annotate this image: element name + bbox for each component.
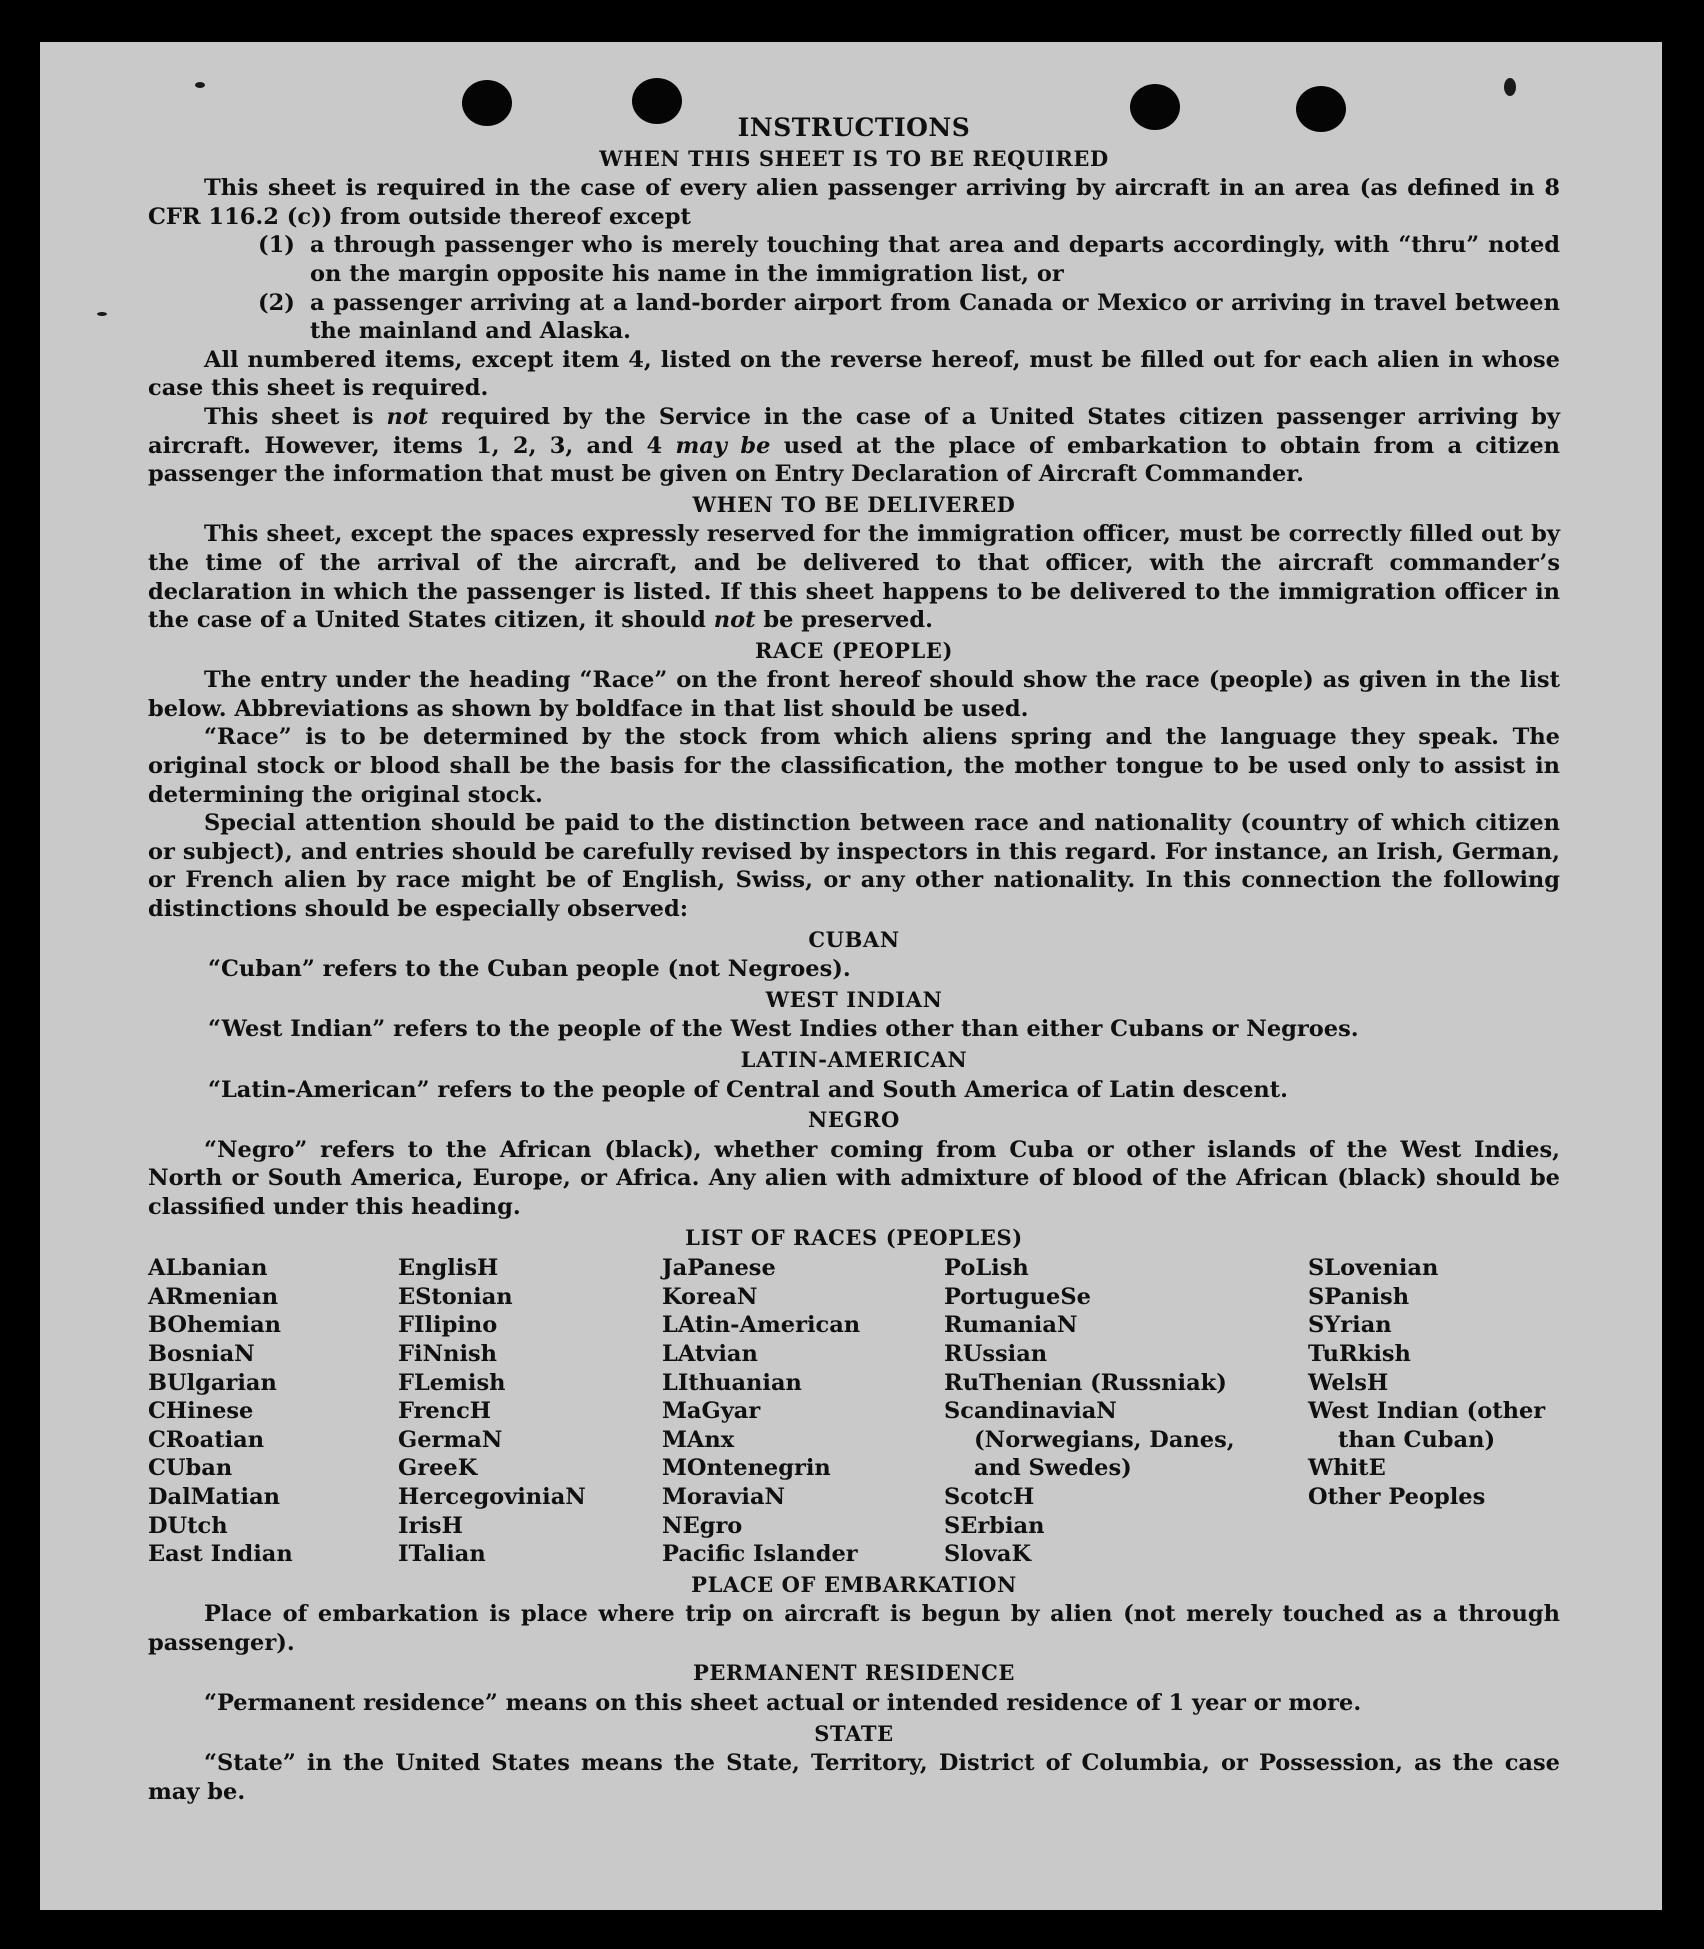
- race-item: CHinese: [148, 1398, 254, 1425]
- race-item: RuThenian (Russniak): [944, 1369, 1227, 1396]
- definition-state: “State” in the United States means the State, Territory, District of Columbia, or Possession, as the case may be.: [148, 1750, 1560, 1805]
- list-item: (2) a passenger arriving at a land-border airport from Canada or Mexico or arriving in travel between the mainland and Alaska.: [258, 289, 1560, 345]
- race-item: LAtin-American: [662, 1312, 861, 1339]
- races-column: [1308, 1254, 1560, 1569]
- races-column: [398, 1254, 662, 1569]
- definition-embarkation: Place of embarkation is place where trip on aircraft is begun by alien (not merely touched as a through passenger).: [148, 1601, 1560, 1656]
- race-item: SErbian: [944, 1512, 1045, 1539]
- race-item: PortugueSe: [944, 1283, 1091, 1310]
- ink-speck: [97, 312, 107, 316]
- race-item: FLemish: [398, 1369, 506, 1396]
- race-item: ARmenian: [148, 1283, 279, 1310]
- section-heading-cuban: CUBAN: [808, 926, 900, 952]
- race-item: DUtch: [148, 1512, 228, 1539]
- race-item: BUlgarian: [148, 1369, 277, 1396]
- race-item: SlovaK: [944, 1541, 1032, 1568]
- section-heading-latin-american: LATIN-AMERICAN: [740, 1047, 968, 1072]
- ink-speck: [195, 82, 205, 88]
- races-column: [662, 1254, 944, 1569]
- race-item: BosniaN: [148, 1340, 255, 1367]
- definition-cuban: “Cuban” refers to the Cuban people (not Negroes).: [208, 956, 851, 983]
- instructions-text: [148, 114, 1560, 1806]
- race-item: MaGyar: [662, 1398, 761, 1425]
- races-column: [944, 1254, 1308, 1569]
- race-item: PoLish: [944, 1255, 1029, 1282]
- race-item: DalMatian: [148, 1483, 281, 1510]
- race-item: EStonian: [398, 1283, 513, 1310]
- paragraph: “Race” is to be determined by the stock from which aliens spring and the language they speak. The original stock or blood shall be the basis for the classification, the mother tongue to be used only to assist in determining the original stock.: [148, 724, 1560, 808]
- race-item: ITalian: [398, 1541, 486, 1568]
- race-item: EnglisH: [398, 1255, 499, 1282]
- definition-west-indian: “West Indian” refers to the people of the West Indies other than either Cubans or Negroes.: [208, 1016, 1359, 1043]
- race-item: SYrian: [1308, 1312, 1392, 1339]
- race-item: FrencH: [398, 1398, 492, 1425]
- list-item: (1) a through passenger who is merely touching that area and departs accordingly, with “thru” noted on the margin opposite his name in the immigration list, or: [258, 232, 1560, 287]
- race-item: LAtvian: [662, 1340, 758, 1367]
- definition-residence: “Permanent residence” means on this sheet actual or intended residence of 1 year or more.: [204, 1690, 1362, 1717]
- race-item: MAnx: [662, 1426, 735, 1453]
- race-item: GermaN: [398, 1426, 503, 1453]
- race-item: CUban: [148, 1455, 233, 1482]
- race-item: ScotcH: [944, 1483, 1035, 1510]
- section-heading-required: WHEN THIS SHEET IS TO BE REQUIRED: [599, 145, 1109, 171]
- race-item: KoreaN: [662, 1283, 758, 1310]
- ink-speck: [1504, 78, 1516, 96]
- race-item: NEgro: [662, 1512, 743, 1539]
- paragraph: This sheet is not required by the Service in the case of a United States citizen passenger arriving by aircraft. However, items 1, 2, 3, and 4 may be used at the place of embarkation to obtain from a citizen passenger the information that must be given on Entry Declaration of Aircraft Commander.: [148, 403, 1560, 488]
- race-item: JaPanese: [662, 1255, 776, 1282]
- race-item: FIlipino: [398, 1312, 498, 1339]
- paragraph: All numbered items, except item 4, listed on the reverse hereof, must be filled out for each alien in whose case this sheet is required.: [148, 346, 1560, 402]
- race-item: HercegoviniaN: [398, 1483, 586, 1510]
- paragraph: This sheet, except the spaces expressly reserved for the immigration officer, must be correctly filled out by the time of the arrival of the aircraft, and be delivered to that officer, with the aircraft commander’s declaration in which the passenger is listed. If this sheet happens to be delivered to the immigration officer in the case of a United States citizen, it should not be preserved.: [148, 521, 1560, 634]
- section-heading-embarkation: PLACE OF EMBARKATION: [691, 1571, 1017, 1597]
- race-item: GreeK: [398, 1455, 478, 1482]
- section-heading-delivered: WHEN TO BE DELIVERED: [692, 491, 1016, 517]
- paragraph: Special attention should be paid to the distinction between race and nationality (country of which citizen or subject), and entries should be carefully revised by inspectors in this regard. For instance, an Irish, German, or French alien by race might be of English, Swiss, or any other nationality. In this connection the following distinctions should be especially observed:: [148, 810, 1560, 923]
- race-item: ALbanian: [148, 1255, 268, 1282]
- race-item: SPanish: [1308, 1283, 1410, 1310]
- race-item: WelsH: [1308, 1369, 1389, 1396]
- race-item: Pacific Islander: [662, 1541, 858, 1568]
- race-item: MOntenegrin: [662, 1455, 831, 1482]
- definition-negro: “Negro” refers to the African (black), whether coming from Cuba or other islands of the West Indies, North or South America, Europe, or Africa. Any alien with admixture of blood of the African (black) should be classified under this heading.: [148, 1136, 1560, 1220]
- race-item: SLovenian: [1308, 1255, 1439, 1282]
- document-page: [40, 42, 1662, 1910]
- races-list: [148, 1254, 1560, 1569]
- race-item: MoraviaN: [662, 1483, 786, 1510]
- race-item: ScandinaviaN (Norwegians, Danes, and Swedes): [944, 1398, 1235, 1482]
- page-title: INSTRUCTIONS: [737, 113, 971, 142]
- race-item: East Indian: [148, 1541, 293, 1568]
- race-item: TuRkish: [1308, 1340, 1411, 1367]
- section-heading-state: STATE: [814, 1720, 894, 1746]
- race-item: LIthuanian: [662, 1369, 802, 1396]
- race-item: RumaniaN: [944, 1312, 1078, 1339]
- race-item: West Indian (other than Cuban): [1308, 1398, 1546, 1453]
- section-heading-west-indian: WEST INDIAN: [765, 986, 943, 1012]
- race-item: WhitE: [1308, 1455, 1386, 1482]
- race-item: Other Peoples: [1308, 1483, 1486, 1510]
- race-item: RUssian: [944, 1340, 1048, 1367]
- section-heading-race: RACE (PEOPLE): [754, 637, 954, 663]
- race-item: BOhemian: [148, 1312, 282, 1339]
- races-column: [148, 1254, 398, 1569]
- paragraph: The entry under the heading “Race” on the front hereof should show the race (people) as given in the list below. Abbreviations as shown by boldface in that list should be used.: [148, 667, 1560, 722]
- section-heading-residence: PERMANENT RESIDENCE: [692, 1660, 1016, 1686]
- race-item: CRoatian: [148, 1426, 265, 1453]
- definition-latin-american: “Latin-American” refers to the people of Central and South America of Latin descent.: [208, 1076, 1288, 1103]
- paragraph: This sheet is required in the case of every alien passenger arriving by aircraft in an area (as defined in 8 CFR 116.2 (c)) from outside thereof except: [148, 175, 1560, 230]
- race-item: IrisH: [398, 1512, 463, 1539]
- race-item: FiNnish: [398, 1340, 498, 1367]
- section-heading-negro: NEGRO: [808, 1107, 900, 1133]
- section-heading-list-of-races: LIST OF RACES (PEOPLES): [685, 1224, 1023, 1250]
